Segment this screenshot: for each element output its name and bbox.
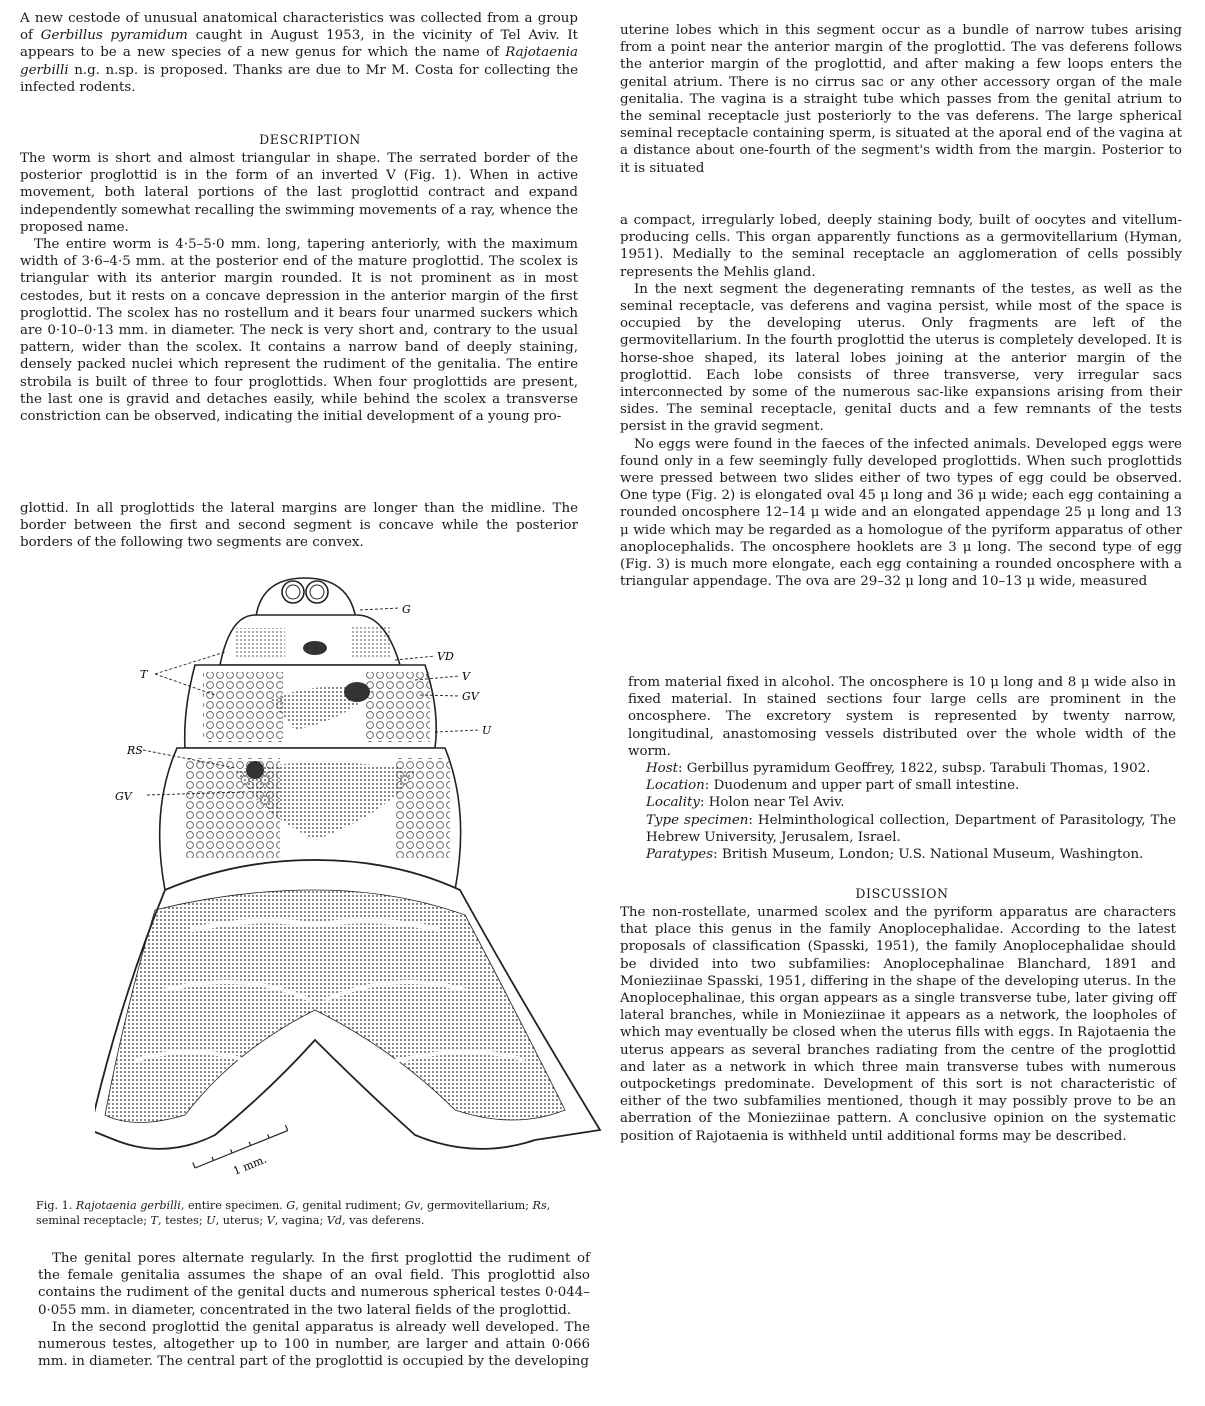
scale-label: 1 mm. <box>231 1152 269 1178</box>
description-text <box>20 150 578 425</box>
label-g: G <box>402 603 411 616</box>
discussion-paragraph: The non-rostellate, unarmed scolex and the pyriform apparatus are characters that place this genus in the family Anoplocephalidae. According to the latest proposals of classification (Spasski, 1951), the family Anoplocephalidae should be divided into two subfamilies: Anoplocephalinae Blanchard, 1891 and Monieziinae Spasski, 1951, differing in the shape of the developing uterus. In the Anoplocephalinae, this organ appears as a single transverse tube, later giving off lateral branches, while in Monieziinae it appears as a network, the loopholes of which may eventually be closed when the uterus fills with eggs. In Rajotaenia the uterus appears as several branches radiating from the centre of the proglottid and later as a network in which three main transverse tubes with numerous outpocketings predominate. Development of this sort is not characteristic of either of the two subfamilies mentioned, though it may possibly prove to be an aberration of the Monieziinae pattern. A conclusive opinion on the systematic position of Rajotaenia is withheld until additional forms may be described. <box>620 905 1176 1144</box>
right-lower-paragraph: from material fixed in alcohol. The oncosphere is 10 μ long and 8 μ wide also in fixed material. In stained sections four large cells are prominent in the oncosphere. The excretory system is represented by twenty narrow, longitudinal, anastomosing vessels distributed over the whole width of the worm. <box>628 675 1176 759</box>
intro-paragraph: A new cestode of unusual anatomical characteristics was collected from a group of Gerbillus pyramidum caught in August 1953, in the vicinity of Tel Aviv. It appears to be a new species of a new genus for which the name of Rajotaenia gerbilli n.g. n.sp. is proposed. Thanks are due to Mr M. Costa for collecting the infected rodents. <box>20 11 578 95</box>
figure-caption: Fig. 1. Rajotaenia gerbilli, entire specimen. G, genital rudiment; Gv, germovitellarium; Rs, seminal receptacle; T, testes; U, uterus; V, vagina; Vd, vas deferens. <box>36 1199 551 1227</box>
meta-type-specimen: Type specimen: Helminthological collection, Department of Parasitology, The Hebrew University, Jerusalem, Israel. <box>646 812 1176 845</box>
figure-1-drawing <box>95 570 605 1195</box>
label-u: U <box>482 724 492 737</box>
bottom-paragraph-1: The genital pores alternate regularly. In the first proglottid the rudiment of the female genitalia assumes the shape of an oval field. This proglottid also contains the rudiment of the genital ducts and numerous spherical testes 0·044–0·055 mm. in diameter, concentrated in the two lateral fields of the proglottid. <box>38 1251 590 1318</box>
description-paragraph-1: The worm is short and almost triangular in shape. The serrated border of the posterior proglottid is in the form of an inverted V (Fig. 1). When in active movement, both lateral portions of the last proglottid contract and expand independently somewhat recalling the swimming movements of a ray, whence the proposed name. <box>20 151 578 235</box>
label-gv: GV <box>462 690 479 703</box>
description-continuation: glottid. In all proglottids the lateral margins are longer than the midline. The border between the first and second segment is concave while the posterior borders of the following two segments are convex. <box>20 501 578 551</box>
right-middle-text <box>620 212 1182 590</box>
meta-locality: Locality: Holon near Tel Aviv. <box>646 795 845 811</box>
meta-location: Location: Duodenum and upper part of small intestine. <box>646 778 1020 794</box>
right-middle-paragraph-2: In the next segment the degenerating remnants of the testes, as well as the seminal receptacle, vas deferens and vagina persist, while most of the space is occupied by the developing uterus. Only fragments are left of the germovitellarium. In the fourth proglottid the uterus is completely developed. It is horse-shoe shaped, its lateral lobes joining at the anterior margin of the proglottid. Each lobe consists of three transverse, very irregular sacs interconnected by some of the numerous sac-like expansions arising from their sides. The seminal receptacle, genital ducts and a few remnants of the tests persist in the gravid segment. <box>620 281 1182 435</box>
discussion-heading: DISCUSSION <box>855 886 949 901</box>
right-top-paragraph: uterine lobes which in this segment occur as a bundle of narrow tubes arising from a point near the anterior margin of the proglottid. The vas deferens follows the anterior margin of the proglottid, and after making a few loops enters the genital atrium. There is no cirrus sac or any other accessory organ of the male genitalia. The vagina is a straight tube which passes from the genital atrium to the seminal receptacle just posteriorly to the vas deferens. The large spherical seminal receptacle containing sperm, is situated at the aporal end of the vagina at a distance about one-fourth of the segment's width from the margin. Posterior to it is situated <box>620 23 1182 176</box>
right-middle-paragraph-3: No eggs were found in the faeces of the infected animals. Developed eggs were found only in a few seemingly fully developed proglottids. When such proglottids were pressed between two slides either of two types of egg could be observed. One type (Fig. 2) is elongated oval 45 μ long and 36 μ wide; each egg containing a rounded oncosphere 12–14 μ wide and an elongated appendage 25 μ long and 13 μ wide which may be regarded as a homologue of the pyriform apparatus of other anoplocephalids. The oncosphere hooklets are 3 μ long. The second type of egg (Fig. 3) is much more elongate, each egg containing a rounded oncosphere with a triangular appendage. The ova are 29–32 μ long and 10–13 μ wide, measured <box>620 436 1182 590</box>
meta-host: Host: Gerbillus pyramidum Geoffrey, 1822, subsp. Tarabuli Thomas, 1902. <box>646 761 1151 777</box>
bottom-paragraph-2: In the second proglottid the genital apparatus is already well developed. The numerous testes, altogether up to 100 in number, are larger and attain 0·066 mm. in diameter. The central part of the proglottid is occupied by the developing <box>38 1319 590 1370</box>
description-paragraph-2: The entire worm is 4·5–5·0 mm. long, tapering anteriorly, with the maximum width of 3·6–4·5 mm. at the posterior end of the mature proglottid. The scolex is triangular with its anterior margin rounded. It is not prominent as in most cestodes, but it rests on a concave depression in the anterior margin of the first proglottid. The scolex has no rostellum and it bears four unarmed suckers which are 0·10–0·13 mm. in diameter. The neck is very short and, contrary to the usual pattern, wider than the scolex. It contains a narrow band of deeply staining, densely packed nuclei which represent the rudiment of the genitalia. The entire strobila is built of three to four proglottids. When four proglottids are present, the last one is gravid and detaches easily, while behind the scolex a transverse constriction can be observed, indicating the initial development of a young pro- <box>20 237 578 425</box>
label-gv-lower: GV <box>115 790 132 803</box>
label-t: T <box>140 668 148 681</box>
label-v: V <box>462 670 470 683</box>
bottom-text <box>38 1250 590 1370</box>
description-heading: DESCRIPTION <box>259 132 361 147</box>
label-rs: RS <box>127 744 143 757</box>
right-middle-paragraph-1: a compact, irregularly lobed, deeply staining body, built of oocytes and vitellum-producing cells. This organ apparently functions as a germovitellarium (Hyman, 1951). Medially to the seminal receptacle an agglomeration of cells possibly represents the Mehlis gland. <box>620 213 1182 280</box>
label-vd: VD <box>437 650 454 663</box>
right-lower-text <box>628 674 1176 863</box>
meta-paratypes: Paratypes: British Museum, London; U.S. National Museum, Washington. <box>646 847 1144 863</box>
